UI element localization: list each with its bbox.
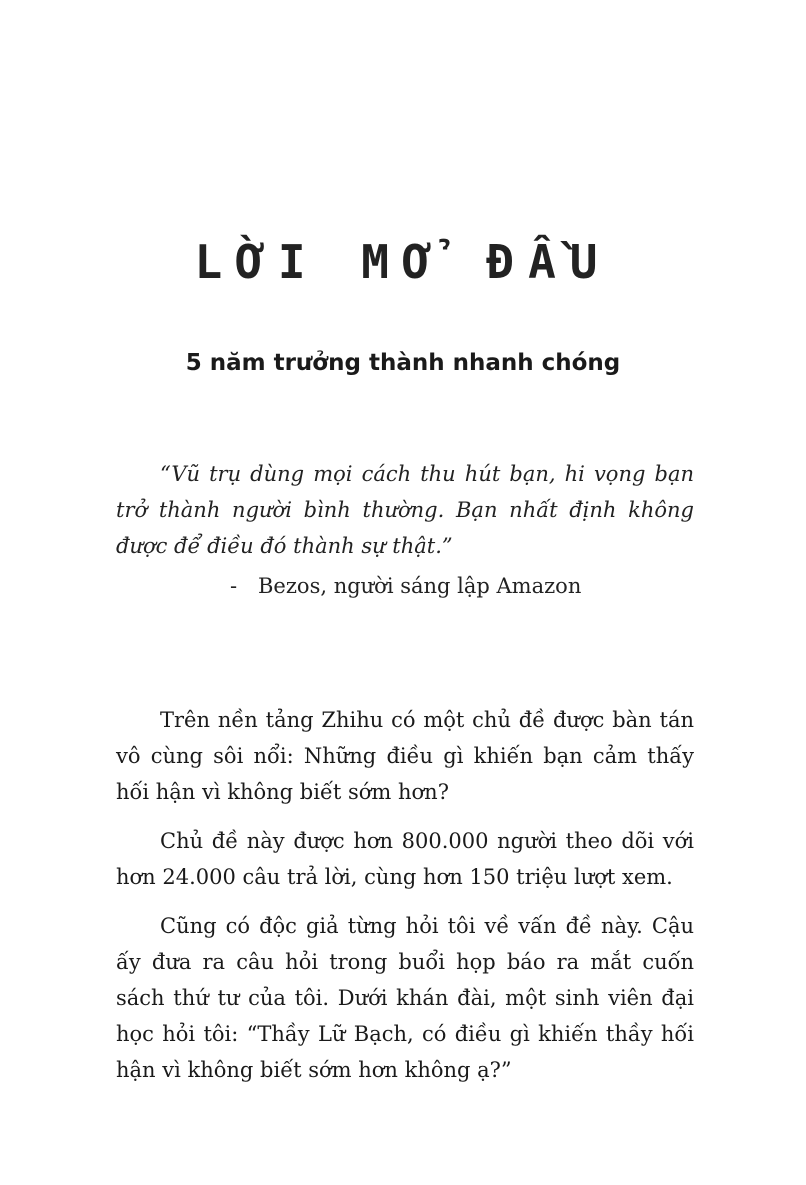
body-text: [116, 702, 694, 1101]
attribution-dash: -: [230, 574, 238, 598]
epigraph-attribution-line: [230, 569, 581, 603]
paragraph: Cũng có độc giả từng hỏi tôi về vấn đề này. Cậu ấy đưa ra câu hỏi trong buổi họp báo ra mắt cuốn sách thứ tư của tôi. Dưới khán đài, một sinh viên đại học hỏi tôi: “Thầy Lữ Bạch, có điều gì khiến thầy hối hận vì không biết sớm hơn không ạ?”: [116, 914, 694, 1082]
epigraph-quote: “Vũ trụ dùng mọi cách thu hút bạn, hi vọng bạn trở thành người bình thường. Bạn nhất định không được để điều đó thành sự thật.”: [116, 462, 694, 558]
paragraph: Chủ đề này được hơn 800.000 người theo dõi với hơn 24.000 câu trả lời, cùng hơn 150 triệu lượt xem.: [116, 829, 694, 889]
chapter-subtitle: 5 năm trưởng thành nhanh chóng: [185, 350, 621, 376]
paragraph: Trên nền tảng Zhihu có một chủ đề được bàn tán vô cùng sôi nổi: Những điều gì khiến bạn cảm thấy hối hận vì không biết sớm hơn?: [116, 708, 694, 804]
epigraph-attribution: Bezos, người sáng lập Amazon: [258, 574, 582, 598]
chapter-title: LỜI MỞ ĐẦU: [194, 235, 612, 289]
